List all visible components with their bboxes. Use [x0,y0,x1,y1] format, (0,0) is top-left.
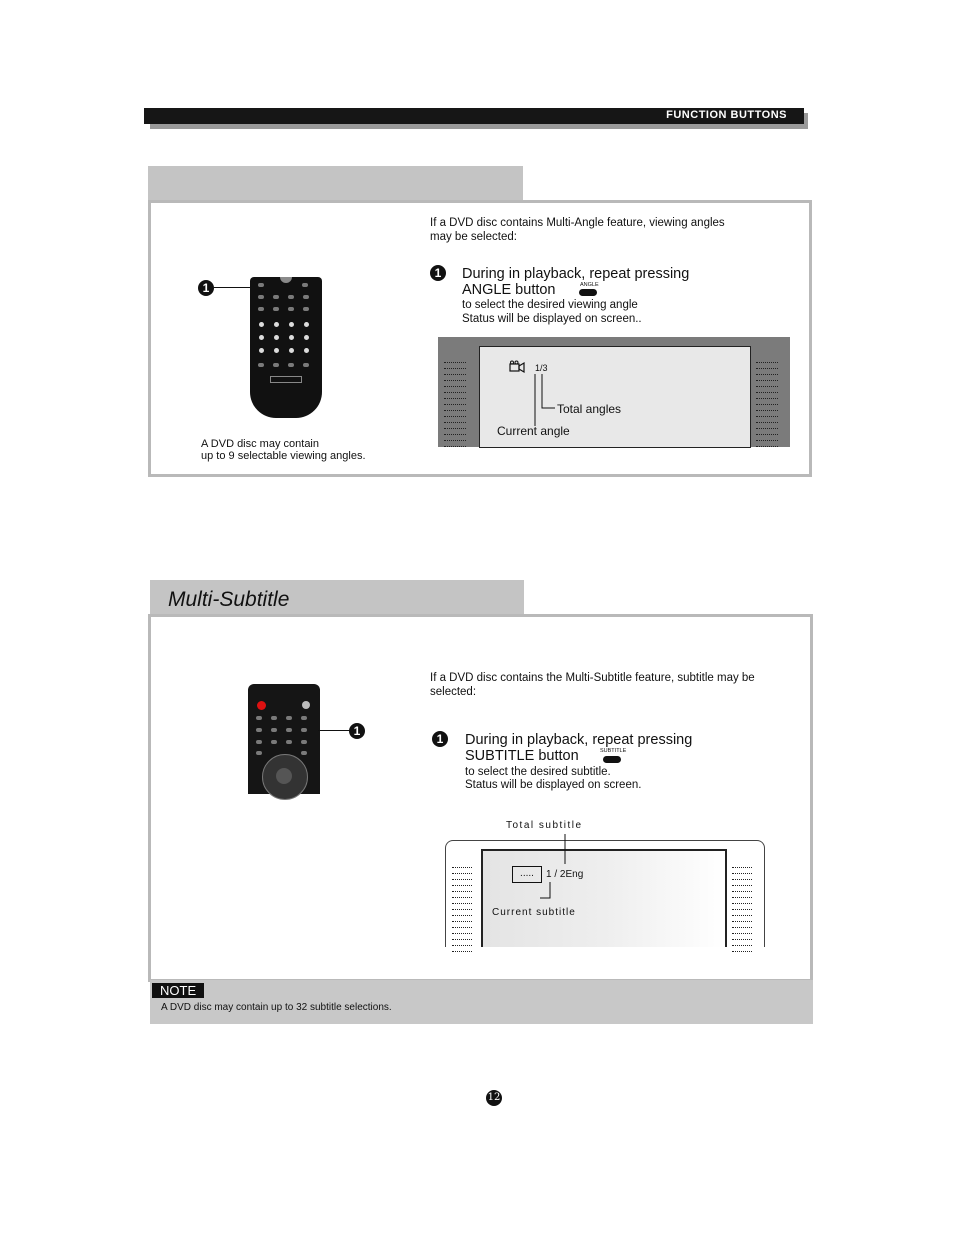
angle-step-line2: ANGLE button [462,282,556,298]
subtitle-current-label: Current subtitle [492,907,576,918]
subtitle-section-title: Multi-Subtitle [168,588,290,611]
angle-intro: If a DVD disc contains Multi-Angle feature, viewing angles [430,217,725,229]
angle-section-tab [148,166,523,202]
subtitle-total-label: Total subtitle [506,820,583,831]
angle-step-line4: Status will be displayed on screen.. [462,313,642,325]
remote-control-icon-2 [248,684,320,794]
remote-control-icon [250,277,322,418]
tv-screen-subtitle [481,849,727,947]
note-label: NOTE [152,983,204,998]
header-bar [144,108,804,124]
subtitle-button-icon [603,756,621,763]
angle-current-label: Current angle [497,424,570,438]
subtitle-screen-value: 1 / 2Eng [546,869,584,880]
subtitle-step-line4: Status will be displayed on screen. [465,779,642,791]
angle-intro-2: may be selected: [430,231,517,243]
angle-total-label: Total angles [557,402,622,416]
angle-remark-line1: A DVD disc may contain [201,438,319,450]
callout-line-2 [318,730,350,731]
page-number: 12 [486,1090,502,1106]
subtitle-section-tab [150,580,524,616]
angle-step-number: 1 [430,265,446,281]
subtitle-intro-2: selected: [430,686,477,698]
subtitle-leader-lines [530,830,590,902]
subtitle-screen-box: ..... [512,866,542,883]
subtitle-step-number: 1 [432,731,448,747]
angle-step-line3: to select the desired viewing angle [462,299,638,311]
angle-button-icon [579,289,597,296]
subtitle-step-line1: During in playback, repeat pressing [465,732,693,748]
subtitle-intro: If a DVD disc contains the Multi-Subtitle feature, subtitle may be [430,672,755,684]
angle-button-caption: ANGLE [580,282,599,288]
angle-screen-value: 1/3 [535,363,548,373]
subtitle-step-line2: SUBTITLE button [465,748,579,764]
subtitle-button-caption: SUBTITLE [600,748,627,754]
note-text: A DVD disc may contain up to 32 subtitle selections. [161,1002,392,1013]
angle-remark-line2: up to 9 selectable viewing angles. [201,450,366,462]
subtitle-callout-number: 1 [349,723,365,739]
subtitle-step-line3: to select the desired subtitle. [465,766,611,778]
angle-callout-number: 1 [198,280,214,296]
header-title: FUNCTION BUTTONS [666,109,787,121]
angle-step-line1: During in playback, repeat pressing [462,266,690,282]
